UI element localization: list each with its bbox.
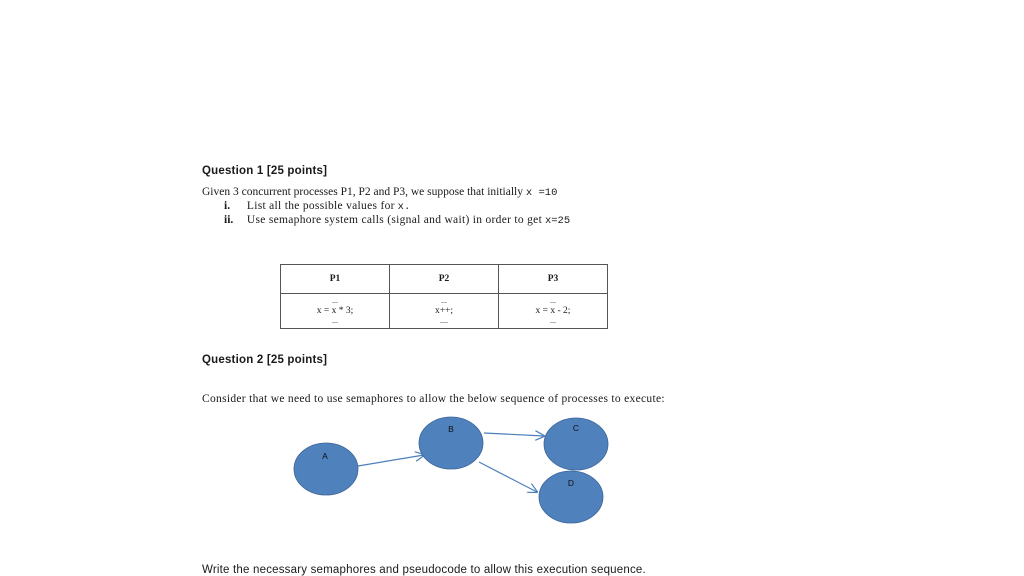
intro-code: x =10: [525, 187, 558, 199]
question-2-heading: Question 2 [25 points]: [202, 354, 328, 366]
item-code: x.: [397, 201, 411, 213]
node-d-label: D: [567, 478, 575, 488]
ellipsis-bottom: ....: [440, 316, 448, 325]
node-b: [419, 417, 483, 469]
question-1-heading: Question 1 [25 points]: [202, 165, 328, 177]
cell-code: x = x - 2;: [535, 306, 571, 316]
item-text: List all the possible values for: [246, 200, 395, 212]
node-c: [544, 418, 608, 470]
node-a-label: A: [322, 451, 328, 461]
node-c-label: C: [572, 423, 580, 433]
item-text: Use semaphore system calls (signal and wait) in order to get: [246, 214, 543, 226]
node-d: [539, 471, 603, 523]
item-code: x=25: [544, 215, 571, 227]
ellipsis-top: ...: [441, 296, 447, 305]
item-number: i.: [224, 200, 231, 212]
question-2-text: Consider that we need to use semaphores to allow the below sequence of processes to execute:: [202, 393, 665, 405]
edge-b-d: [479, 462, 537, 492]
table-header-p3: P3: [499, 265, 608, 294]
table-header-p1: P1: [281, 265, 390, 294]
edge-b-c: [484, 433, 544, 436]
ellipsis-bottom: ...: [332, 316, 338, 325]
intro-text: Given 3 concurrent processes P1, P2 and P3, we suppose that initially: [202, 186, 523, 198]
node-b-label: B: [448, 424, 454, 434]
ellipsis-top: ...: [332, 296, 338, 305]
ellipsis-bottom: ...: [550, 316, 556, 325]
node-a: [294, 443, 358, 495]
cell-code: x++;: [434, 306, 454, 316]
table-header-p2: P2: [390, 265, 499, 294]
cell-code: x = x * 3;: [316, 306, 354, 316]
question-2-instruction: Write the necessary semaphores and pseudocode to allow this execution sequence.: [202, 564, 646, 576]
edge-a-b: [358, 455, 424, 466]
item-number: ii.: [224, 214, 234, 226]
ellipsis-top: ...: [550, 296, 556, 305]
